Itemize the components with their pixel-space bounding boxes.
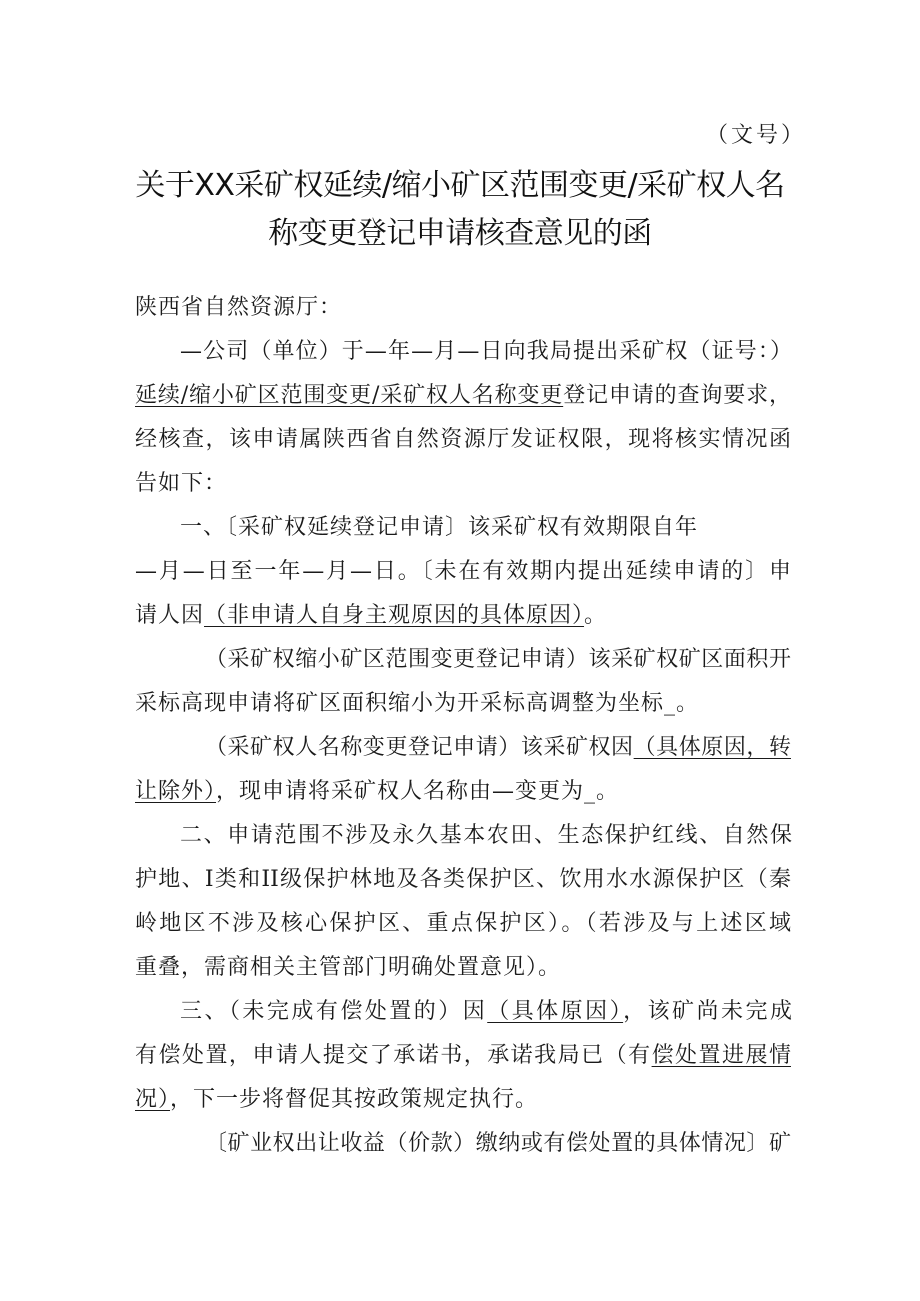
item3-progress-underlined-2: 况） <box>135 1087 171 1112</box>
rename-line-1 <box>205 730 791 761</box>
rename-reason-underlined-1: （具体原因，转 <box>633 735 791 760</box>
rename-line-2 <box>135 774 619 805</box>
doc-number: （文号） <box>706 123 807 148</box>
title-line-2: 称变更登记申请核查意见的函 <box>268 216 652 251</box>
shrink-line-2: 采标高现申请将矿区面积缩小为开采标高调整为坐标_。 <box>135 691 700 716</box>
intro-line-3: 经核查，该申请属陕西省自然资源厅发证权限，现将核实情况函 <box>135 427 791 452</box>
intro-line-1: —公司（单位）于—年—月—日向我局提出采矿权（证号：） <box>180 339 792 364</box>
item2-line-2: 护地、I类和II级保护林地及各类保护区、饮用水水源保护区（秦 <box>135 867 791 892</box>
item3-line-2 <box>135 1038 791 1069</box>
item3-line-3 <box>135 1082 538 1113</box>
intro-line-2 <box>135 378 791 409</box>
item1-line-3 <box>135 598 607 629</box>
addressee: 陕西省自然资源厅： <box>135 295 343 320</box>
intro-line-4: 告如下： <box>135 471 228 496</box>
rename-reason-underlined-2: 让除外） <box>135 779 217 804</box>
item3-line-1 <box>180 994 792 1025</box>
item1-reason-underlined: （非申请人自身主观原因的具体原因） <box>204 603 585 628</box>
application-types-underlined: 延续/缩小矿区范围变更/采矿权人名称变更 <box>135 383 564 408</box>
payment-line-1: 〔矿业权出让收益（价款）缴纳或有偿处置的具体情况〕矿 <box>205 1131 791 1156</box>
rename-line-1-prefix: （采矿权人名称变更登记申请）该采矿权因 <box>205 735 634 760</box>
item1-line-3-suffix: 。 <box>584 603 608 628</box>
item3-line-1-suffix: ，该矿尚未完成 <box>623 999 792 1024</box>
item3-progress-underlined-1: 偿处置进展情 <box>651 1043 791 1068</box>
item1-line-1: 一、〔采矿权延续登记申请〕该采矿权有效期限自年 <box>180 515 699 540</box>
item3-reason-underlined: （具体原因） <box>487 999 624 1024</box>
item1-line-2: —月—日至一年—月—日。〔未在有效期内提出延续申请的〕申 <box>135 559 791 584</box>
item3-line-2-prefix: 有偿处置，申请人提交了承诺书，承诺我局已（有 <box>135 1043 652 1068</box>
item2-line-1: 二、申请范围不涉及永久基本农田、生态保护红线、自然保 <box>180 823 792 848</box>
item1-line-3-prefix: 请人因 <box>135 603 205 628</box>
intro-line-2-rest: 登记申请的查询要求， <box>563 383 791 408</box>
item3-line-1-prefix: 三、（未完成有偿处置的）因 <box>180 999 488 1024</box>
item2-line-4: 重叠，需商相关主管部门明确处置意见）。 <box>135 955 562 980</box>
rename-line-2-rest: ，现申请将采矿权人名称由—变更为_。 <box>216 779 620 804</box>
item3-line-3-rest: ，下一步将督促其按政策规定执行。 <box>170 1087 539 1112</box>
title-line-1: 关于XX采矿权延续/缩小矿区范围变更/采矿权人名 <box>135 168 785 203</box>
shrink-line-1: （采矿权缩小矿区范围变更登记申请）该采矿权矿区面积开 <box>205 647 791 672</box>
item2-line-3: 岭地区不涉及核心保护区、重点保护区）。（若涉及与上述区域 <box>135 911 791 936</box>
